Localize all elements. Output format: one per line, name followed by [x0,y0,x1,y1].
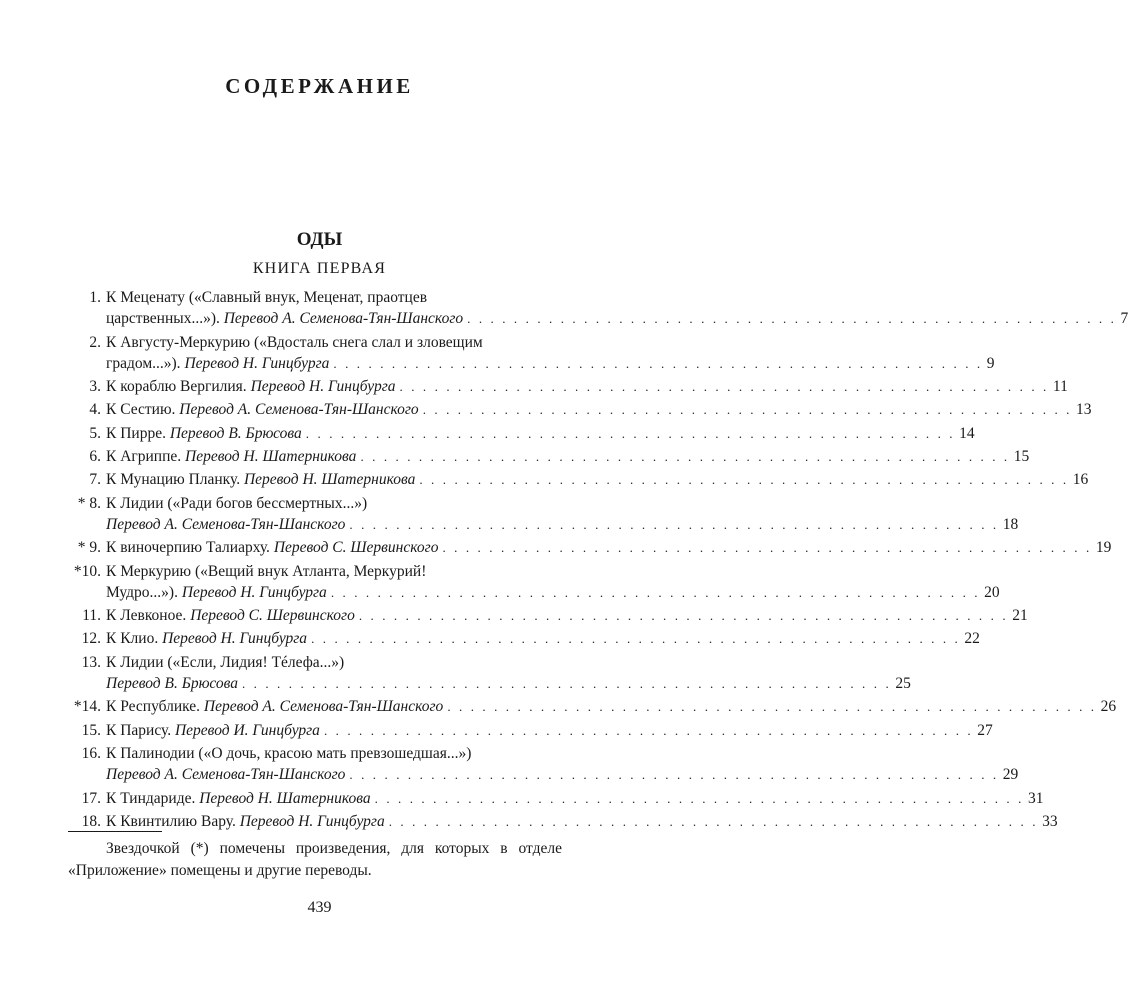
dot-leader [238,673,895,694]
toc-entry [68,652,911,695]
entry-title: К Августу-Меркурию («Вдосталь снега слал и зловещим [106,333,483,351]
entry-text [106,561,426,582]
entry-page-number: 26 [1100,698,1117,716]
toc-entry [68,493,1019,536]
entry-line [106,696,1117,717]
toc-entry [68,811,1058,832]
entry-title: царственных...»). [106,310,224,328]
entry-text [106,287,427,308]
entry-line [106,788,1044,809]
page-number: 439 [307,899,332,916]
entry-text [106,652,344,673]
entry-number: 1. [89,289,101,306]
entry-number: * 9. [77,539,101,557]
entry-number: *10. [73,562,101,580]
entry-line [106,332,562,353]
entry-line [106,561,562,582]
entry-text [106,582,327,603]
entry-text [106,764,345,785]
entry-line [106,287,562,308]
entry-number: *14. [73,698,101,716]
translator-credit: Перевод А. Семенова-Тян-Шанского [223,310,464,328]
dot-leader [345,514,1002,535]
entry-text [106,788,371,809]
entry-line [106,720,993,741]
dot-leader [320,720,977,741]
entry-line [106,376,1068,397]
entry-line [106,308,1128,329]
translator-credit: Перевод Н. Гинцбурга [239,812,385,830]
entry-line [106,628,980,649]
entry-line [106,399,1092,420]
entry-number: 12. [81,630,101,648]
entry-title: К кораблю Вергилия. [106,378,251,396]
entry-line [106,493,562,514]
translator-credit: Перевод Н. Гинцбурга [162,630,308,648]
entry-title: К Тиндариде. [106,789,200,807]
translator-credit: Перевод Н. Гинцбурга [250,378,396,396]
toc-entry [68,788,1044,809]
entry-number: 18. [81,812,101,830]
entry-title: К Лидии («Ради богов бессмертных...») [106,494,368,512]
toc-entry [68,628,980,649]
entry-number: 16. [81,744,101,762]
toc-entry [68,696,1117,717]
toc-entry [68,605,1028,626]
entry-page-number: 20 [984,583,1000,601]
translator-credit: Перевод А. Семенова-Тян-Шанского [179,401,419,419]
toc-entry [68,469,1089,490]
entry-number: 6. [89,448,101,466]
entry-line [106,811,1058,832]
entry-page-number: 7 [1120,310,1128,328]
toc-entry [68,537,1112,558]
dot-leader [329,353,986,374]
entry-title: К Палинодии («О дочь, красою мать превзошедшая...») [106,744,472,762]
book-title: КНИГА ПЕРВАЯ [252,260,387,277]
entry-page-number: 11 [1052,378,1068,396]
toc-entry [68,423,975,444]
entry-title: К Агриппе. [106,448,186,466]
dot-leader [438,537,1095,558]
dot-leader [307,628,964,649]
dot-leader [396,376,1053,397]
entry-page-number: 15 [1013,448,1030,466]
entry-title: градом...»). [106,354,185,372]
toc-entry [68,561,1000,604]
dot-leader [327,582,984,603]
toc-entry [68,743,1019,786]
entry-number: 3. [89,378,101,396]
entry-number: 13. [81,653,101,671]
entry-title: К Левконое. [106,607,191,625]
entry-page-number: 18 [1002,515,1019,533]
entry-line [106,353,995,374]
entry-line [106,582,1000,603]
dot-leader [443,696,1100,717]
entry-number: 7. [89,471,101,489]
entry-page-number: 9 [986,354,995,372]
dot-leader [385,811,1042,832]
entry-line [106,423,975,444]
entry-line [106,764,1019,785]
entry-page-number: 27 [977,721,993,739]
translator-credit: Перевод В. Брюсова [106,675,238,693]
entry-title: К Парису. [106,721,175,739]
section-title: ОДЫ [296,229,343,250]
entry-page-number: 16 [1072,471,1089,489]
entry-page-number: 31 [1027,789,1044,807]
toc-entry [68,446,1030,467]
entry-text [106,696,443,717]
entry-title: К Республике. [106,698,204,716]
entry-text [106,811,385,832]
translator-credit: Перевод Н. Шатерникова [243,471,416,489]
entry-title: К Мунацию Планку. [106,471,244,489]
entry-title: К Клио. [106,630,163,648]
page-title: СОДЕРЖАНИЕ [225,74,414,98]
toc-entry [68,720,993,741]
dot-leader [371,788,1028,809]
table-of-contents [68,287,1128,834]
dot-leader [345,764,1002,785]
dot-leader [463,308,1120,329]
translator-credit: Перевод Н. Гинцбурга [184,354,330,372]
entry-text [106,399,419,420]
toc-entry [68,376,1068,397]
entry-text [106,605,355,626]
entry-text [106,332,483,353]
translator-credit: Перевод И. Гинцбурга [174,721,320,739]
entry-page-number: 25 [895,675,911,693]
entry-text [106,469,415,490]
entry-title: К виночерпию Талиарху. [106,539,274,557]
entry-page-number: 13 [1076,401,1092,419]
footnote-divider [68,831,162,832]
entry-page-number: 29 [1002,766,1019,784]
entry-page-number: 33 [1042,812,1058,830]
entry-text [106,720,320,741]
entry-number: * 8. [77,494,101,512]
toc-entry [68,399,1092,420]
entry-number: 4. [89,401,101,419]
entry-number: 5. [89,424,101,442]
translator-credit: Перевод В. Брюсова [169,424,302,442]
entry-text [106,493,367,514]
entry-line [106,652,562,673]
entry-text [106,673,238,694]
entry-line [106,469,1089,490]
entry-text [106,514,345,535]
dot-leader [356,446,1013,467]
translator-credit: Перевод Н. Шатерникова [185,448,357,466]
entry-number: 17. [81,789,101,807]
entry-page-number: 22 [964,630,980,648]
dot-leader [419,399,1076,420]
entry-title: К Квинтилию Вару. [106,812,240,830]
entry-text [106,446,356,467]
entry-title: Мудро...»). [106,583,182,601]
entry-text [106,353,329,374]
translator-credit: Перевод Н. Гинцбурга [181,583,327,601]
entry-text [106,308,463,329]
entry-text [106,423,302,444]
entry-page-number: 14 [959,424,975,442]
entry-text [106,376,396,397]
dot-leader [302,423,959,444]
entry-line [106,743,562,764]
entry-line [106,537,1112,558]
entry-number: 15. [81,721,101,739]
entry-title: К Лидии («Если, Лидия! Тéлефа...») [106,653,345,671]
translator-credit: Перевод А. Семенова-Тян-Шанского [106,766,346,784]
toc-entry [68,332,995,375]
translator-credit: Перевод С. Шервинского [273,539,439,557]
entry-line [106,446,1030,467]
entry-title: К Меценату («Славный внук, Меценат, праотцев [106,289,428,306]
entry-number: 2. [89,333,101,351]
entry-title: К Сестию. [106,401,180,419]
entry-number: 11. [82,607,101,625]
entry-text [106,537,438,558]
dot-leader [415,469,1072,490]
entry-line [106,514,1019,535]
entry-line [106,673,911,694]
translator-credit: Перевод Н. Шатерникова [199,789,371,807]
entry-text [106,628,307,649]
entry-line [106,605,1028,626]
translator-credit: Перевод А. Семенова-Тян-Шанского [203,698,444,716]
footnote: Звездочкой (*) помечены произведения, для которых в отделе «Приложение» помещены и другие переводы. [68,840,562,879]
entry-text [106,743,471,764]
entry-title: К Пирре. [106,424,170,442]
entry-page-number: 19 [1095,539,1112,557]
dot-leader [355,605,1012,626]
entry-title: К Меркурию («Вещий внук Атланта, Меркурий! [106,562,427,580]
entry-page-number: 21 [1012,607,1028,625]
translator-credit: Перевод А. Семенова-Тян-Шанского [106,515,346,533]
translator-credit: Перевод С. Шервинского [190,607,355,625]
toc-entry [68,287,1128,330]
